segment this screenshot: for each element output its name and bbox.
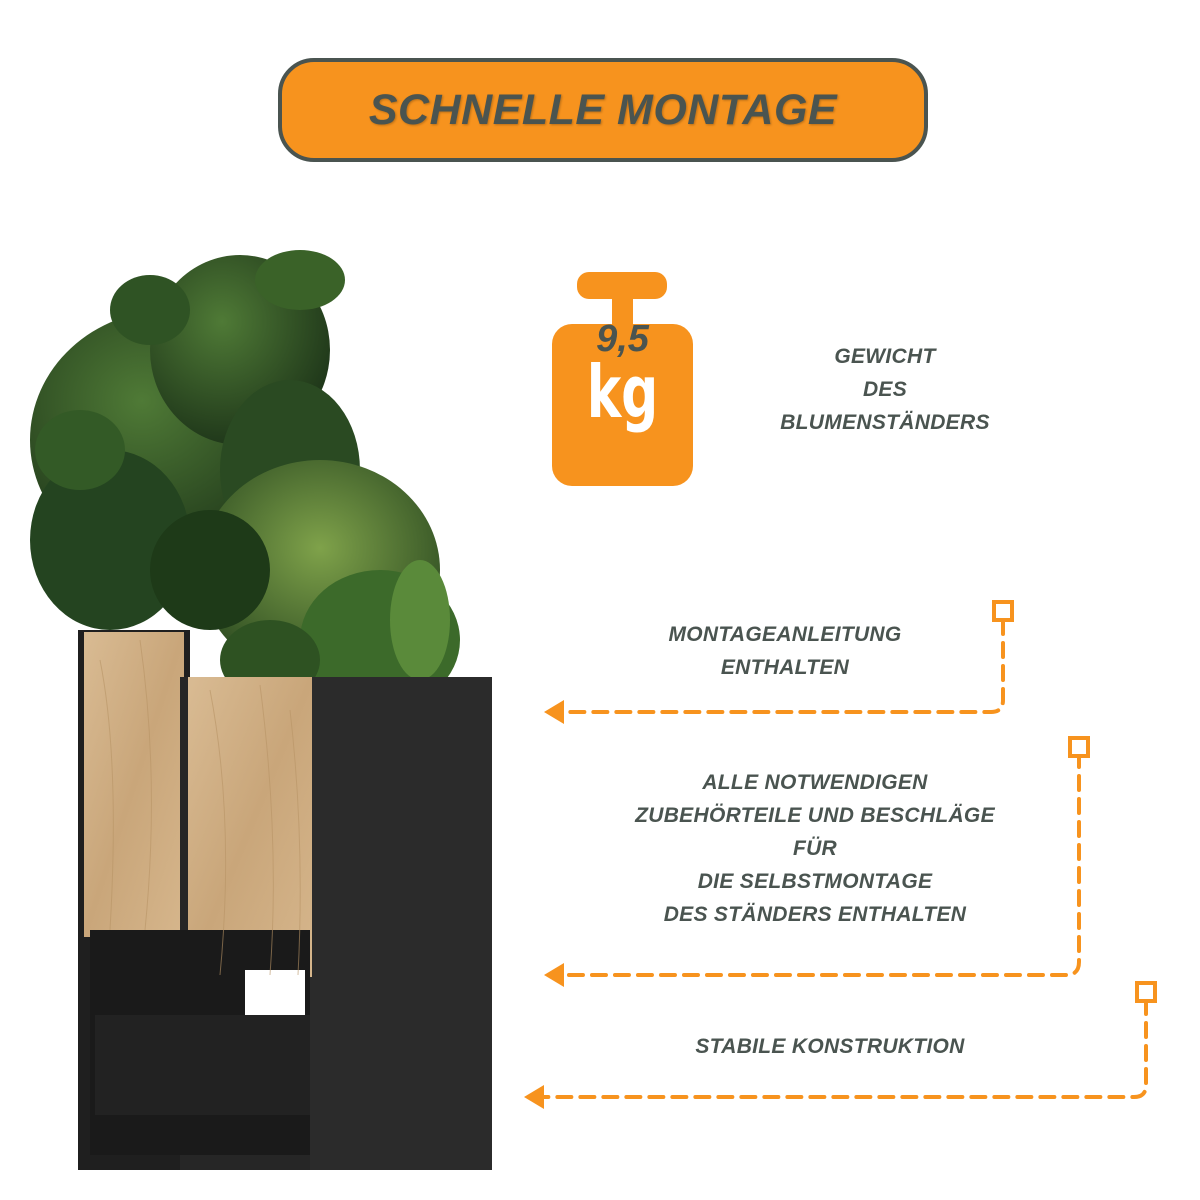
connector-node-icon (1137, 983, 1155, 1001)
connector-node-icon (994, 602, 1012, 620)
arrow-left-icon (544, 963, 564, 987)
weight-label-line: BLUMENSTÄNDERS (780, 411, 990, 434)
weight-label-line: GEWICHT (834, 345, 936, 368)
weight-value: 9,5 (596, 318, 649, 360)
title-banner (278, 58, 928, 162)
feature-line: ALLE NOTWENDIGEN (702, 771, 928, 794)
feature-line: MONTAGEANLEITUNG (668, 623, 902, 646)
weight-unit: kg (586, 350, 659, 434)
feature-line: FÜR (792, 837, 838, 860)
feature-line: ZUBEHÖRTEILE UND BESCHLÄGE (635, 804, 995, 827)
feature-line: DIE SELBSTMONTAGE (697, 870, 933, 893)
weight-label-line: DES (862, 378, 908, 401)
feature-parts (560, 766, 1070, 931)
feature-manual (600, 618, 970, 684)
planter-product-image (20, 240, 500, 1170)
page-title: SCHNELLE MONTAGE (368, 85, 838, 134)
arrow-left-icon (524, 1085, 544, 1109)
feature-line: ENTHALTEN (720, 656, 850, 679)
arrow-left-icon (544, 700, 564, 724)
weight-label (740, 340, 1030, 439)
feature-stable (620, 1030, 1040, 1063)
feature-line: DES STÄNDERS ENTHALTEN (663, 903, 967, 926)
feature-line: STABILE KONSTRUKTION (695, 1035, 965, 1058)
connector-node-icon (1070, 738, 1088, 756)
